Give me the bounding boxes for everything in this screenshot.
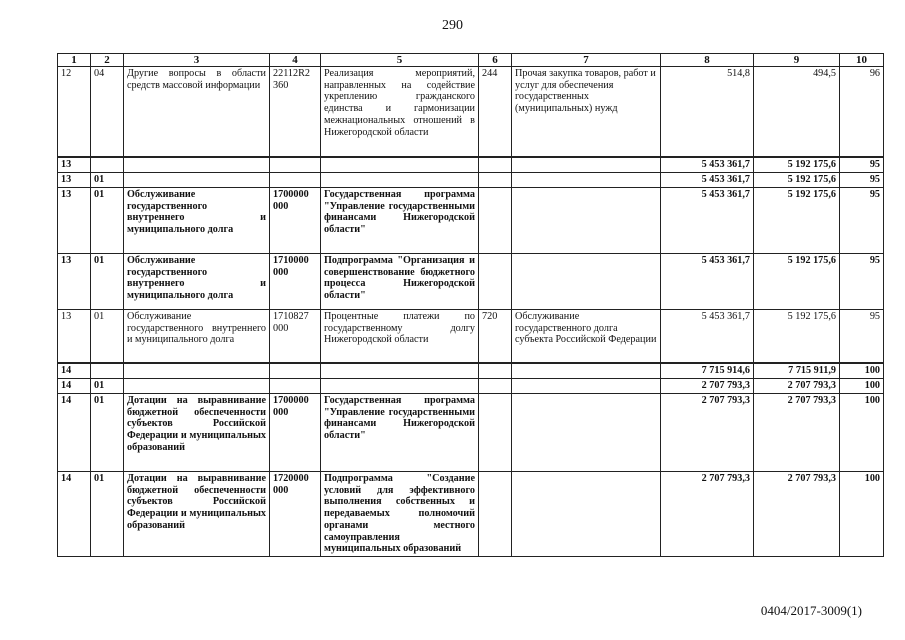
table-cell: 01 [91, 379, 124, 394]
table-cell: 14 [58, 379, 91, 394]
table-cell: 04 [91, 67, 124, 158]
table-row [58, 157, 884, 173]
table-cell [512, 254, 661, 310]
table-cell: 5 453 361,7 [661, 173, 754, 188]
table-cell: Подпрограмма "Создание условий для эффективного выполнения собственных и передаваемых полномочий органами местного самоуправления муниципальных образований [321, 472, 479, 557]
table-cell: 5 453 361,7 [661, 188, 754, 254]
table-cell: 2 707 793,3 [661, 394, 754, 472]
table-cell: 5 192 175,6 [754, 173, 840, 188]
table-cell: 1720000 000 [270, 472, 321, 557]
table-cell: 01 [91, 472, 124, 557]
table-cell: 2 707 793,3 [661, 472, 754, 557]
col-header: 10 [840, 54, 884, 67]
table-cell [512, 394, 661, 472]
table-cell: 1700000 000 [270, 188, 321, 254]
table-cell [124, 157, 270, 173]
col-header: 4 [270, 54, 321, 67]
col-header: 9 [754, 54, 840, 67]
table-cell [124, 363, 270, 379]
table-cell: 12 [58, 67, 91, 158]
table-cell: Подпрограмма "Организация и совершенствование бюджетного процесса Нижегородской области" [321, 254, 479, 310]
table-cell: Государственная программа "Управление государственными финансами Нижегородской области" [321, 394, 479, 472]
table-cell: Обслуживание государственного долга субъекта Российской Федерации [512, 310, 661, 364]
table-cell: 1700000 000 [270, 394, 321, 472]
table-row [58, 188, 884, 254]
table-cell [91, 363, 124, 379]
table-cell [321, 173, 479, 188]
table-cell: 13 [58, 157, 91, 173]
table-cell: 5 453 361,7 [661, 157, 754, 173]
table-cell: 13 [58, 188, 91, 254]
table-cell: 100 [840, 394, 884, 472]
table-cell: 13 [58, 173, 91, 188]
table-cell: 95 [840, 173, 884, 188]
document-code: 0404/2017-3009(1) [760, 603, 862, 618]
table-cell [91, 157, 124, 173]
table-cell: 95 [840, 310, 884, 364]
table-cell [124, 379, 270, 394]
table-cell: 01 [91, 188, 124, 254]
header-row [58, 54, 884, 67]
table-cell: 95 [840, 254, 884, 310]
table-cell: 1710000 000 [270, 254, 321, 310]
table-cell [512, 173, 661, 188]
table-cell: 01 [91, 394, 124, 472]
col-header: 7 [512, 54, 661, 67]
table-cell [270, 379, 321, 394]
table-cell: Другие вопросы в области средств массовой информации [124, 67, 270, 158]
table-cell: Прочая закупка товаров, работ и услуг для обеспечения государственных (муниципальных) нужд [512, 67, 661, 158]
table-cell: 95 [840, 188, 884, 254]
table-cell: Дотации на выравнивание бюджетной обеспеченности субъектов Российской Федерации и муниципальных образований [124, 472, 270, 557]
table-cell: Реализация мероприятий, направленных на содействие укреплению гражданского единства и гармонизации межнациональных отношений в Нижегородской области [321, 67, 479, 158]
table-cell [270, 157, 321, 173]
table-cell [270, 363, 321, 379]
table-cell: 100 [840, 363, 884, 379]
table-cell: Обслуживание государственного внутреннего и муниципального долга [124, 310, 270, 364]
table-row [58, 173, 884, 188]
table-row [58, 394, 884, 472]
table-cell: Обслуживание государственного внутреннего и муниципального долга [124, 188, 270, 254]
table-cell [479, 157, 512, 173]
table-cell: 96 [840, 67, 884, 158]
table-cell: 22112R2 360 [270, 67, 321, 158]
table-cell: 100 [840, 379, 884, 394]
col-header: 1 [58, 54, 91, 67]
table-cell: 494,5 [754, 67, 840, 158]
table-cell: 7 715 911,9 [754, 363, 840, 379]
table-cell: 2 707 793,3 [754, 394, 840, 472]
table-row [58, 379, 884, 394]
col-header: 3 [124, 54, 270, 67]
table-cell [479, 173, 512, 188]
table-cell [321, 363, 479, 379]
table-cell [512, 188, 661, 254]
table-cell: 5 192 175,6 [754, 188, 840, 254]
table-cell [512, 379, 661, 394]
table-cell: 13 [58, 310, 91, 364]
table-cell: 2 707 793,3 [661, 379, 754, 394]
table-cell: 01 [91, 310, 124, 364]
table-cell [479, 188, 512, 254]
table-cell: 2 707 793,3 [754, 472, 840, 557]
table-cell [270, 173, 321, 188]
table-cell: 100 [840, 472, 884, 557]
table-cell: 5 192 175,6 [754, 254, 840, 310]
table-cell [512, 363, 661, 379]
table-cell [479, 363, 512, 379]
table-cell: 5 192 175,6 [754, 310, 840, 364]
budget-table [57, 53, 884, 557]
col-header: 2 [91, 54, 124, 67]
table-cell: 244 [479, 67, 512, 158]
table-cell: 5 453 361,7 [661, 310, 754, 364]
table-cell [124, 173, 270, 188]
table-body [58, 67, 884, 557]
table-cell: 14 [58, 363, 91, 379]
table-cell [512, 472, 661, 557]
table-cell: 95 [840, 157, 884, 173]
table-row [58, 254, 884, 310]
table-cell: 14 [58, 472, 91, 557]
col-header: 5 [321, 54, 479, 67]
table-cell: Процентные платежи по государственному долгу Нижегородской области [321, 310, 479, 364]
table-row [58, 363, 884, 379]
table-cell: Обслуживание государственного внутреннего и муниципального долга [124, 254, 270, 310]
table-cell [321, 157, 479, 173]
table-cell [479, 394, 512, 472]
table-cell: 14 [58, 394, 91, 472]
page-number: 290 [442, 18, 463, 33]
table-cell [479, 379, 512, 394]
table-row [58, 310, 884, 364]
table-cell: 01 [91, 173, 124, 188]
table-row [58, 472, 884, 557]
col-header: 8 [661, 54, 754, 67]
table-row [58, 67, 884, 158]
table-cell: 2 707 793,3 [754, 379, 840, 394]
table-cell [321, 379, 479, 394]
table-cell: 5 192 175,6 [754, 157, 840, 173]
table-cell: 5 453 361,7 [661, 254, 754, 310]
table-cell: 1710827 000 [270, 310, 321, 364]
table-cell [479, 254, 512, 310]
table-cell: 7 715 914,6 [661, 363, 754, 379]
col-header: 6 [479, 54, 512, 67]
table-cell: 514,8 [661, 67, 754, 158]
table-cell: Дотации на выравнивание бюджетной обеспеченности субъектов Российской Федерации и муниципальных образований [124, 394, 270, 472]
table-cell: 13 [58, 254, 91, 310]
table-cell: 720 [479, 310, 512, 364]
table-cell [512, 157, 661, 173]
table-cell [479, 472, 512, 557]
table-cell: Государственная программа "Управление государственными финансами Нижегородской области" [321, 188, 479, 254]
table-cell: 01 [91, 254, 124, 310]
